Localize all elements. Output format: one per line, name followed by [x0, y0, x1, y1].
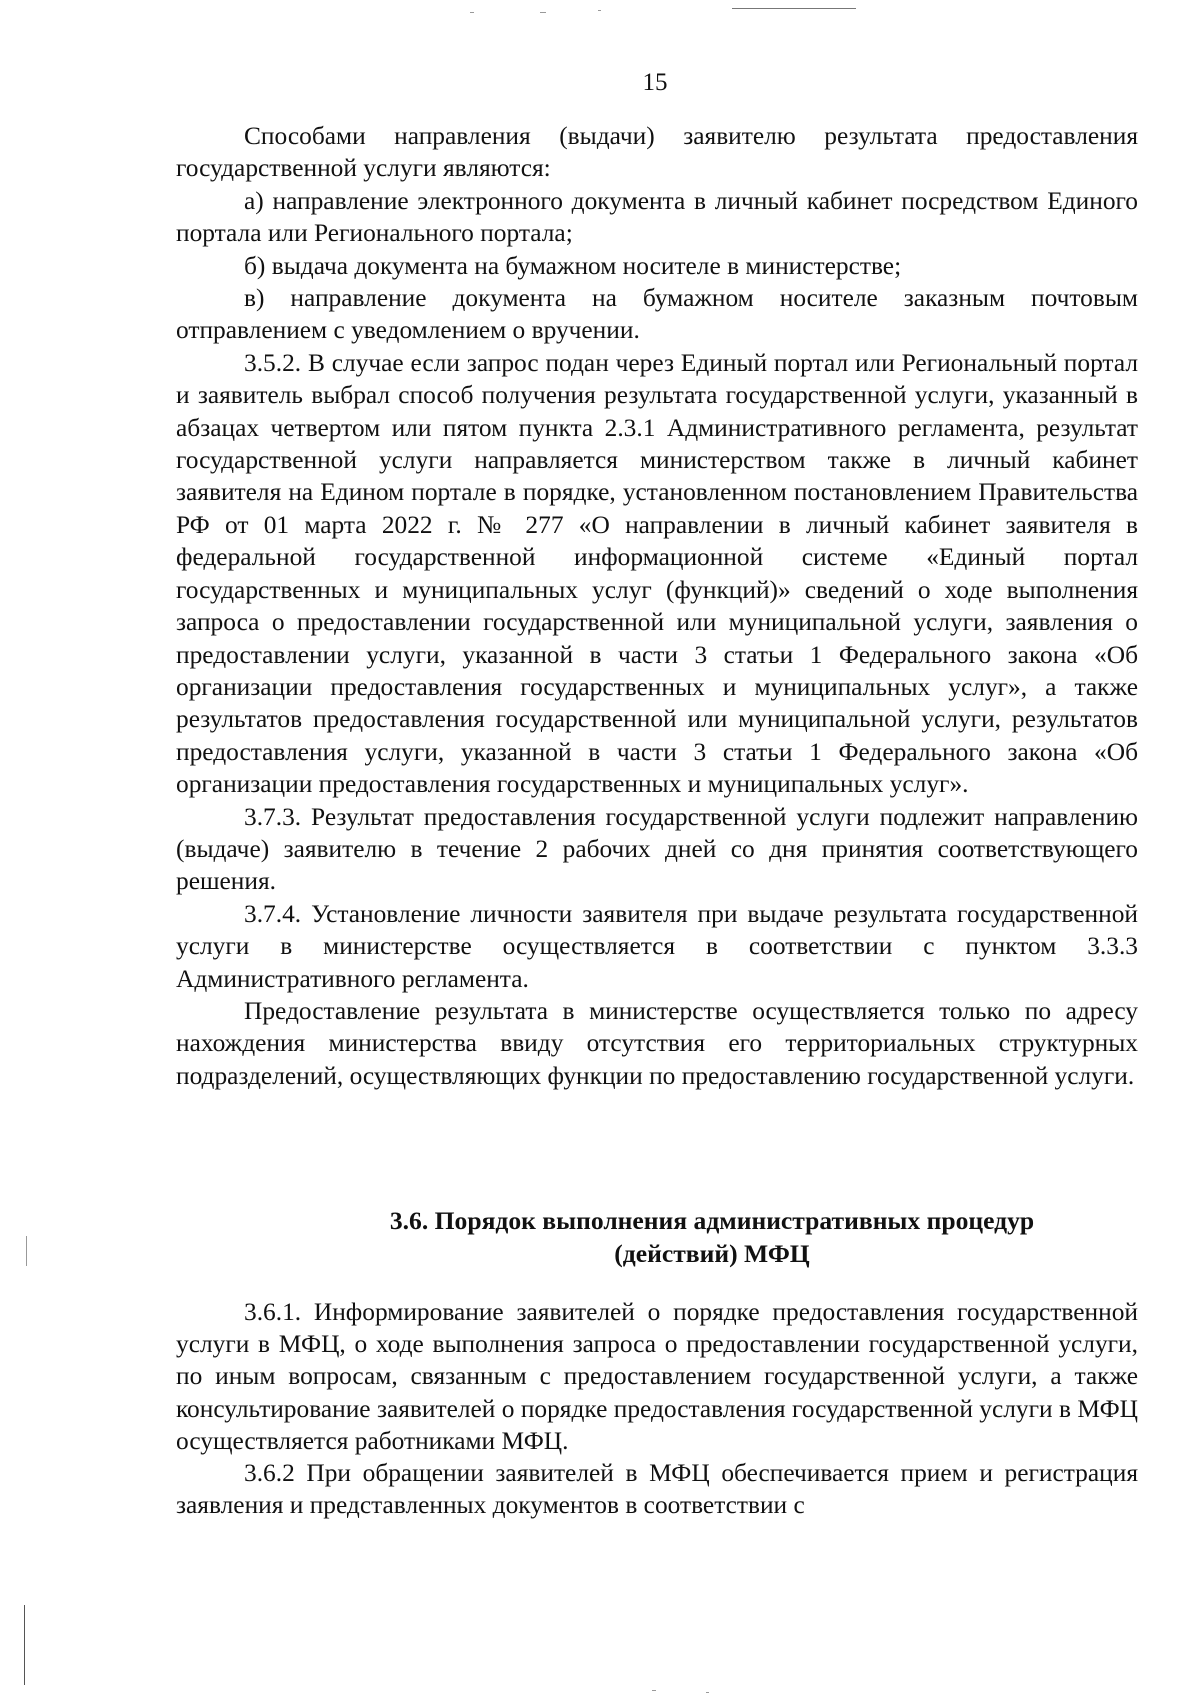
section-heading	[176, 1204, 1138, 1270]
scan-artifact-dot	[470, 12, 474, 13]
paragraph: б) выдача документа на бумажном носителе в министерстве;	[244, 251, 902, 280]
paragraph: 3.7.4. Установление личности заявителя при выдаче результата государственной услуги в министерстве осуществляется в соответствии с пунктом 3.3.3 Административного регламента.	[176, 899, 1138, 993]
scan-artifact-dot	[598, 10, 601, 11]
paragraph: Способами направления (выдачи) заявителю результата предоставления государственной услуги являются:	[176, 122, 1138, 183]
paragraph: 3.6.2 При обращении заявителей в МФЦ обеспечивается прием и регистрация заявления и представленных документов в соответствии с	[176, 1459, 1138, 1520]
body-text-bottom	[176, 1296, 1138, 1521]
body-text-top	[176, 120, 1138, 1092]
scan-artifact-dot	[706, 1692, 709, 1693]
scan-artifact-rule	[732, 8, 856, 9]
paragraph: а) направление электронного документа в личный кабинет посредством Единого портала или Регионального портала;	[176, 186, 1138, 248]
paragraph: Предоставление результата в министерстве осуществляется только по адресу нахождения министерства ввиду отсутствия его территориальных структурных подразделений, осуществляющих функции по предоставлению государственной услуги.	[176, 996, 1138, 1090]
scan-margin-line	[26, 1236, 27, 1266]
scan-artifact-dot	[540, 12, 546, 13]
paragraph: 3.6.1. Информирование заявителей о порядке предоставления государственной услуги в МФЦ, о ходе выполнения запроса о предоставлении государственной услуги, по иным вопросам, связанным с предоставлением государственной услуги, а также консультирование заявителей о порядке предоставления государственной услуги в МФЦ осуществляется работниками МФЦ.	[176, 1298, 1138, 1455]
scan-margin-line	[24, 1605, 25, 1685]
paragraph: 3.7.3. Результат предоставления государственной услуги подлежит направлению (выдаче) заявителю в течение 2 рабочих дней со дня принятия соответствующего решения.	[176, 802, 1138, 896]
paragraph: 3.5.2. В случае если запрос подан через Единый портал или Региональный портал и заявитель выбрал способ получения результата государственной услуги, указанный в абзацах четвертом или пятом пункта 2.3.1 Административного регламента, результат государственной услуги направляется министерством также в личный кабинет заявителя на Едином портале в порядке, установленном постановлением Правительства РФ от 01 марта 2022 г. № 277 «О направлении в личный кабинет заявителя в федеральной государственной информационной системе «Единый портал государственных и муниципальных услуг (функций)» сведений о ходе выполнения запроса о предоставлении государственной или муниципальной услуги, заявления о предоставлении услуги, указанной в части 3 статьи 1 Федерального закона «Об организации предоставления государственных и муниципальных услуг», а также результатов предоставления государственной или муниципальной услуги, результатов предоставления услуги, указанной в части 3 статьи 1 Федерального закона «Об организации предоставления государственных и муниципальных услуг».	[176, 348, 1138, 799]
paragraph: в) направление документа на бумажном носителе заказным почтовым отправлением с уведомлением о вручении.	[176, 284, 1138, 345]
section-heading-line2: (действий) МФЦ	[614, 1239, 810, 1268]
section-heading-line1: 3.6. Порядок выполнения административных процедур	[389, 1206, 1035, 1235]
page-number: 15	[642, 69, 668, 96]
scan-artifact-dot	[652, 1690, 656, 1691]
